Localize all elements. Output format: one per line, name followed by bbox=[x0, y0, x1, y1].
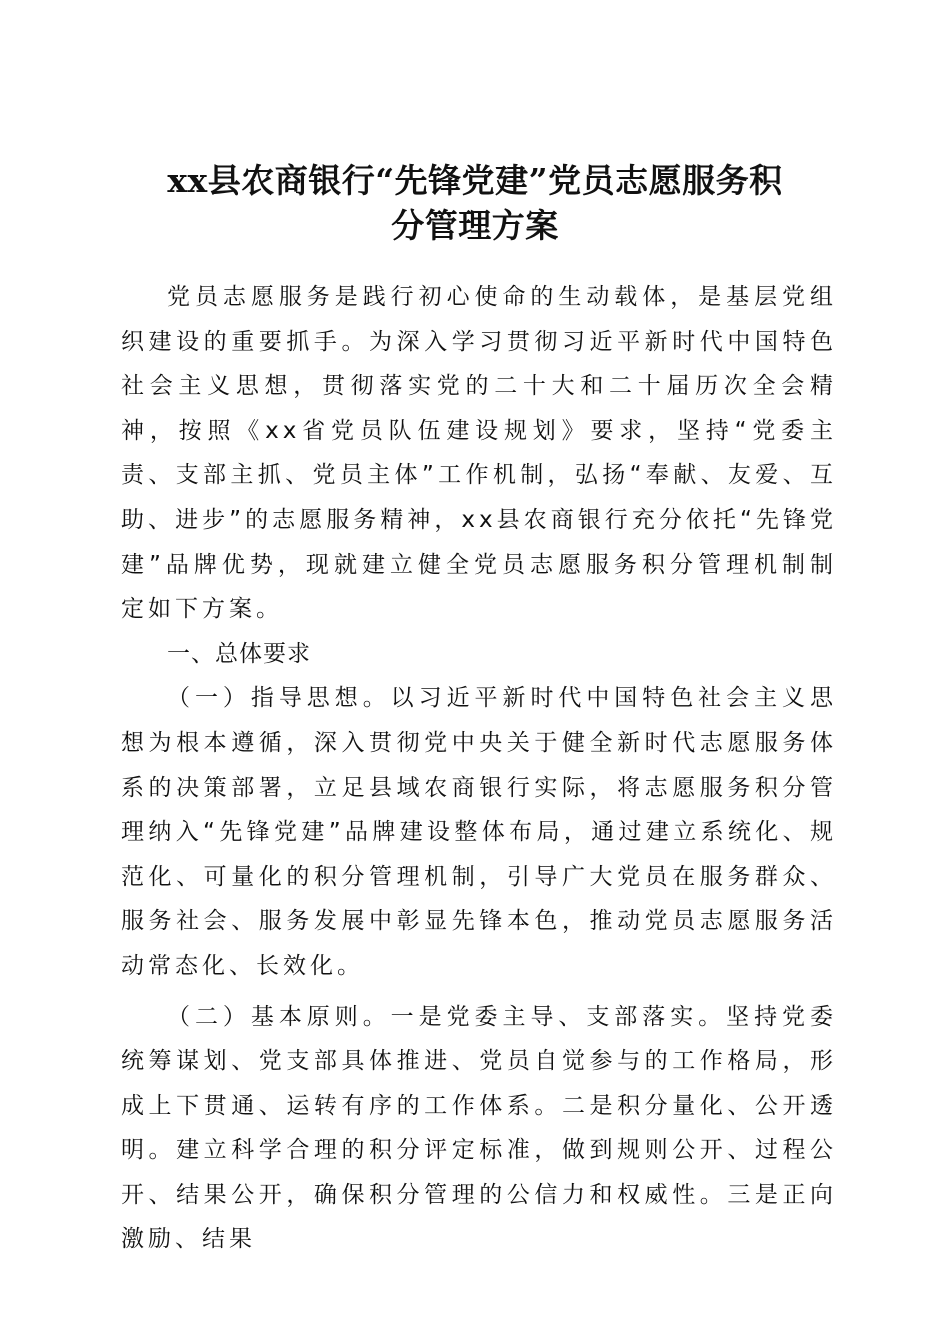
intro-paragraph: 党员志愿服务是践行初心使命的生动载体，是基层党组织建设的重要抓手。为深入学习贯彻习近平新时代中国特色社会主义思想，贯彻落实党的二十大和二十届历次全会精神，按照《xx省党员队伍建设规划》要求，坚持“党委主责、支部主抓、党员主体”工作机制，弘扬“奉献、友爱、互助、进步”的志愿服务精神，xx县农商银行充分依托“先锋党建”品牌优势，现就建立健全党员志愿服务积分管理机制制定如下方案。 bbox=[121, 284, 837, 623]
paragraph-text-guiding-ideology: 以习近平新时代中国特色社会主义思想为根本遵循，深入贯彻党中央关于健全新时代志愿服务体系的决策部署，立足县域农商银行实际，将志愿服务积分管理纳入“先锋党建”品牌建设整体布局，通过建立系统化、规范化、可量化的积分管理机制，引导广大党员在服务群众、服务社会、服务发展中彰显先锋本色，推动党员志愿服务活动常态化、长效化。 bbox=[121, 685, 838, 979]
title-line-1: xx县农商银行“先锋党建”党员志愿服务积 bbox=[167, 161, 783, 201]
paragraph-guiding-ideology bbox=[121, 676, 837, 988]
paragraph-text-basic-principles: 一是党委主导、支部落实。坚持党委统筹谋划、党支部具体推进、党员自觉参与的工作格局，形成上下贯通、运转有序的工作体系。二是积分量化、公开透明。建立科学合理的积分评定标准，做到规则公开、过程公开、结果公开，确保积分管理的公信力和权威性。三是正向激励、结果 bbox=[121, 1003, 838, 1253]
paragraph-lead-basic-principles: （二）基本原则。 bbox=[167, 1003, 391, 1030]
title-line-2: 分管理方案 bbox=[391, 206, 559, 246]
document-title bbox=[100, 158, 850, 248]
paragraph-lead-guiding-ideology: （一）指导思想。 bbox=[167, 685, 391, 712]
section-heading-general-requirements: 一、总体要求 bbox=[167, 640, 311, 667]
paragraph-basic-principles bbox=[121, 995, 837, 1263]
document-body bbox=[121, 275, 837, 1262]
